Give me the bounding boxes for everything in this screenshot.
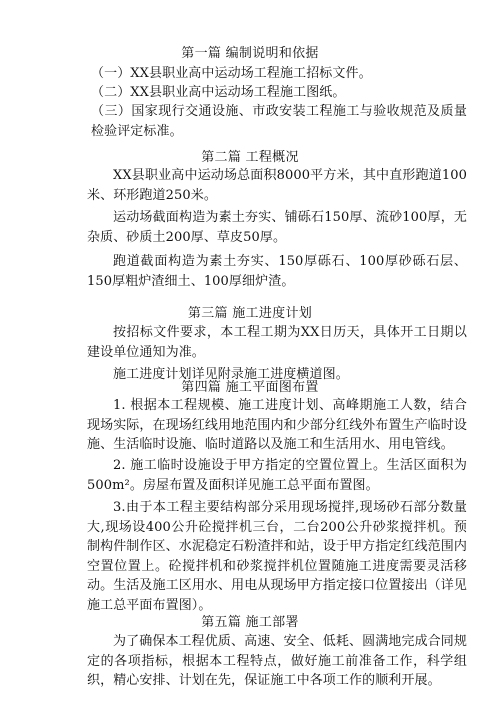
section-1-paragraph-1: （一）XX县职业高中运动场工程施工招标文件。 (91, 66, 372, 81)
section-3-paragraph-2: 施工进度计划详见附录施工进度横道图。 (113, 367, 349, 382)
section-3-paragraph-1: 按招标文件要求，本工程工期为XX日历天，具体开工日期以建设单位通知为准。 (87, 325, 467, 360)
section-2-paragraph-2: 运动场截面构造为素土夯实、铺砾石150厚、流砂100厚，无杂质、砂质土200厚、草皮50厚。 (87, 210, 467, 245)
section-5-title: 第五篇 施工部署 (201, 615, 299, 630)
section-4-paragraph-3: 3.由于本工程主要结构部分采用现场搅拌,现场砂石部分数量大,现场设400公升砼搅拌机三台，二台200公升砂浆搅拌机。预制构件制作区、水泥稳定石粉渣拌和站，设于甲方指定红线范围内空置位置上。砼搅拌机和砂浆搅拌机位置随施工进度需要灵活移动。生活及施工区用水、用电从现场甲方指定接口位置接出（详见施工总平面布置图）。 (87, 500, 467, 613)
section-1-paragraph-2: （二）XX县职业高中运动场工程施工图纸。 (91, 85, 346, 100)
section-2-paragraph-3: 跑道截面构造为素土夯实、150厚砾石、100厚砂砾石层、150厚粗炉渣细土、100厚细炉渣。 (87, 254, 467, 289)
section-2-title: 第二篇 工程概况 (201, 150, 299, 165)
section-4-title: 第四篇 施工平面图布置 (181, 380, 319, 395)
section-2-paragraph-1: XX县职业高中运动场总面积8000平方米，其中直形跑道100米、环形跑道250米。 (87, 168, 467, 203)
section-5-paragraph-1: 为了确保本工程优质、高速、安全、低耗、圆满地完成合同规定的各项指标，根据本工程特点，做好施工前准备工作，科学组织，精心安排、计划在先，保证施工中各项工作的顺利开展。 (87, 634, 467, 688)
section-1-paragraph-3: （三）国家现行交通设施、市政安装工程施工与验收规范及质量检验评定标准。 (91, 104, 467, 139)
section-4-paragraph-1: 1. 根据本工程规模、施工进度计划、高峰期施工人数，结合现场实际，在现场红线用地范围内和少部分红线外布置生产临时设施、生活临时设施、临时道路以及施工和生活用水、用电管线。 (87, 398, 467, 452)
section-3-title: 第三篇 施工进度计划 (187, 306, 313, 321)
section-1-title: 第一篇 编制说明和依据 (181, 46, 319, 61)
section-4-paragraph-2: 2. 施工临时设施设于甲方指定的空置位置上。生活区面积为500m²。房屋布置及面积详见施工总平面布置图。 (87, 458, 467, 493)
